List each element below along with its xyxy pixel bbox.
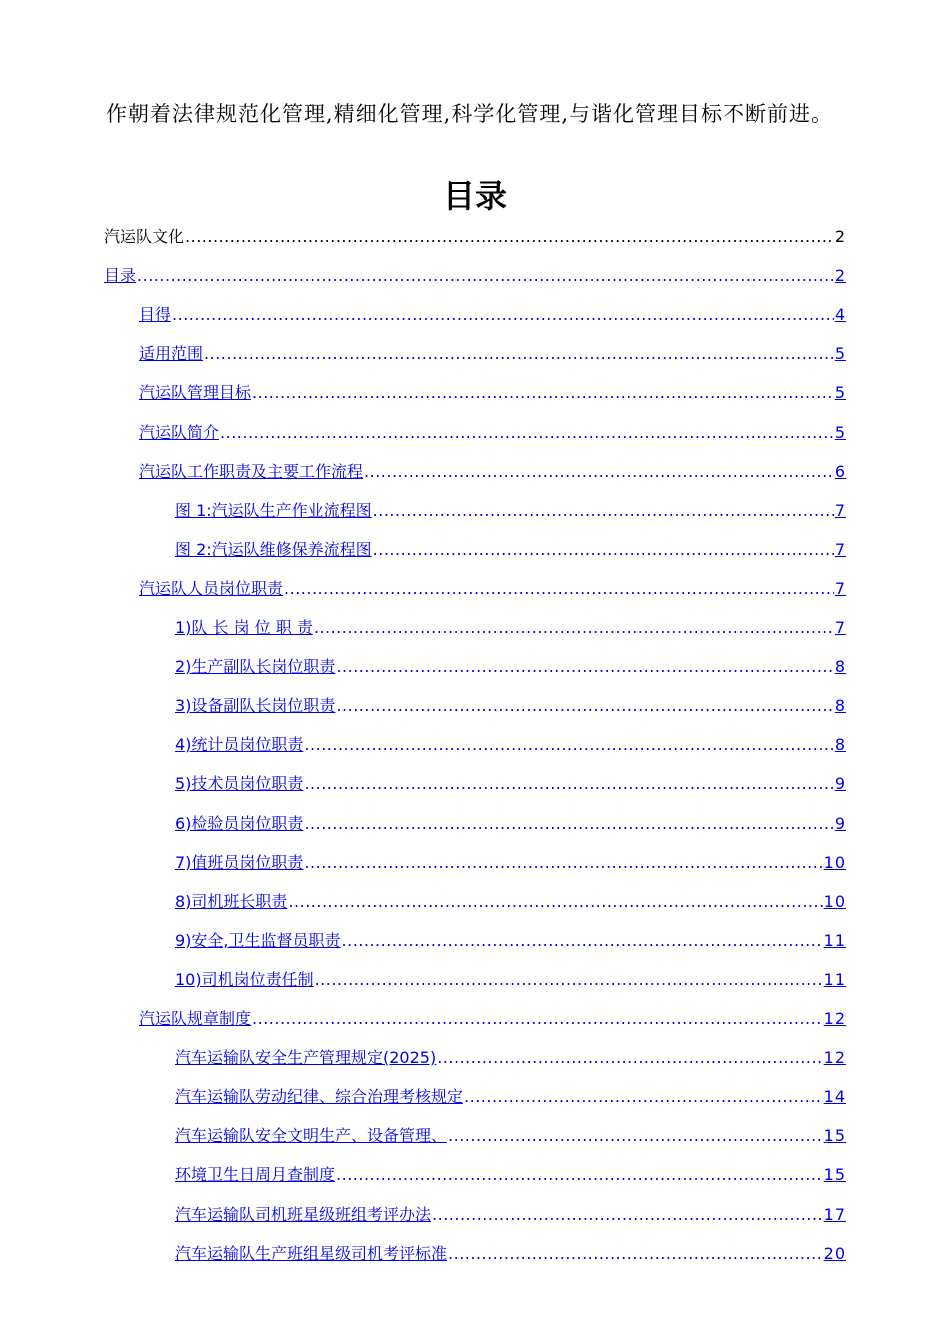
toc-entry-label: 3)设备副队长岗位职责 bbox=[175, 696, 336, 716]
toc-entry[interactable] bbox=[139, 286, 846, 325]
toc-leader-dots bbox=[252, 383, 834, 403]
toc-leader-dots bbox=[315, 970, 823, 990]
toc-entry[interactable] bbox=[175, 1107, 846, 1146]
toc-entry-label: 汽运队简介 bbox=[139, 422, 220, 442]
toc-entry-page-number: 7 bbox=[834, 578, 846, 598]
toc-entry[interactable] bbox=[139, 325, 846, 364]
toc-entry[interactable] bbox=[139, 560, 846, 599]
toc-entry-label: 汽运队文化 bbox=[104, 227, 185, 246]
toc-leader-dots bbox=[185, 227, 834, 247]
toc-leader-dots bbox=[448, 1244, 823, 1264]
toc-entry-label: 9)安全,卫生监督员职责 bbox=[175, 930, 341, 950]
toc-entry-label: 图 1:汽运队生产作业流程图 bbox=[175, 500, 372, 520]
toc-entry-label: 汽车运输队劳动纪律、综合治理考核规定 bbox=[175, 1087, 464, 1107]
toc-entry[interactable] bbox=[175, 951, 846, 990]
toc-entry[interactable] bbox=[175, 638, 846, 677]
toc-entry-page-number: 2 bbox=[834, 266, 846, 286]
toc-entry-page-number: 7 bbox=[834, 618, 846, 637]
toc-entry-label: 1)队 长 岗 位 职 责 bbox=[175, 618, 313, 637]
toc-entry[interactable] bbox=[104, 247, 846, 286]
toc-entry-label: 图 2:汽运队维修保养流程图 bbox=[175, 539, 372, 559]
toc-entry-page-number: 5 bbox=[834, 344, 846, 364]
toc-leader-dots bbox=[314, 618, 834, 638]
toc-entry-label: 5)技术员岗位职责 bbox=[175, 774, 304, 794]
toc-entry-label: 汽运队规章制度 bbox=[139, 1009, 252, 1028]
toc-entry-page-number: 8 bbox=[834, 657, 846, 677]
toc-entry bbox=[104, 208, 846, 247]
toc-entry[interactable] bbox=[175, 912, 846, 951]
toc-entry[interactable] bbox=[175, 1068, 846, 1107]
toc-entry[interactable] bbox=[175, 599, 846, 638]
toc-entry[interactable] bbox=[175, 795, 846, 834]
toc-entry-label: 汽车运输队安全文明生产、设备管理、 bbox=[175, 1126, 448, 1146]
toc-entry-page-number: 20 bbox=[823, 1243, 846, 1263]
toc-entry-page-number: 10 bbox=[823, 852, 846, 872]
toc-entry-page-number: 17 bbox=[823, 1204, 846, 1224]
toc-entry[interactable] bbox=[139, 364, 846, 403]
toc-entry-label: 4)统计员岗位职责 bbox=[175, 735, 304, 755]
toc-leader-dots bbox=[252, 1009, 823, 1029]
toc-leader-dots bbox=[336, 1165, 823, 1185]
toc-entry[interactable] bbox=[175, 482, 846, 521]
toc-entry-label: 汽运队人员岗位职责 bbox=[139, 578, 284, 598]
toc-entry-label: 汽车运输队生产班组星级司机考评标准 bbox=[175, 1243, 448, 1263]
toc-leader-dots bbox=[172, 305, 834, 325]
toc-entry-page-number: 14 bbox=[823, 1087, 846, 1107]
toc-entry-page-number: 8 bbox=[834, 696, 846, 716]
toc-entry[interactable] bbox=[175, 834, 846, 873]
toc-entry-page-number: 12 bbox=[823, 1009, 846, 1028]
toc-entry[interactable] bbox=[139, 443, 846, 482]
toc-leader-dots bbox=[204, 344, 834, 364]
toc-entry-label: 目录 bbox=[104, 266, 137, 286]
toc-entry-page-number: 11 bbox=[823, 930, 846, 950]
toc-leader-dots bbox=[336, 696, 833, 716]
toc-leader-dots bbox=[137, 266, 834, 286]
toc-entry[interactable] bbox=[139, 990, 846, 1029]
toc-entry-page-number: 2 bbox=[834, 227, 846, 246]
toc-entry-page-number: 9 bbox=[834, 813, 846, 833]
toc-entry-page-number: 7 bbox=[834, 500, 846, 520]
toc-leader-dots bbox=[342, 931, 823, 951]
toc-entry-label: 8)司机班长职责 bbox=[175, 891, 288, 911]
toc-entry-label: 汽车运输队司机班星级班组考评办法 bbox=[175, 1204, 432, 1224]
toc-leader-dots bbox=[304, 735, 833, 755]
toc-entry-label: 目得 bbox=[139, 305, 172, 325]
toc-leader-dots bbox=[220, 423, 834, 443]
toc-entry[interactable] bbox=[175, 1225, 846, 1264]
toc-leader-dots bbox=[364, 462, 834, 482]
toc-leader-dots bbox=[284, 579, 834, 599]
toc-title: 目录 bbox=[442, 177, 507, 215]
toc-entry-label: 汽车运输队安全生产管理规定(2025) bbox=[175, 1048, 437, 1068]
toc-entry-page-number: 12 bbox=[823, 1048, 846, 1068]
toc-entry-page-number: 11 bbox=[823, 969, 846, 989]
toc-entry[interactable] bbox=[175, 1029, 846, 1068]
toc-leader-dots bbox=[448, 1126, 823, 1146]
intro-paragraph: 作朝着法律规范化管理,精细化管理,科学化管理,与谐化管理目标不断前进。 bbox=[106, 102, 834, 126]
toc-entry[interactable] bbox=[175, 521, 846, 560]
toc-entry-page-number: 9 bbox=[834, 774, 846, 794]
toc-entry-page-number: 8 bbox=[834, 735, 846, 755]
toc-leader-dots bbox=[304, 853, 822, 873]
toc-leader-dots bbox=[336, 657, 833, 677]
toc-entry-label: 6)检验员岗位职责 bbox=[175, 813, 304, 833]
toc-entry[interactable] bbox=[175, 1186, 846, 1225]
toc-entry[interactable] bbox=[175, 677, 846, 716]
toc-entry-label: 2)生产副队长岗位职责 bbox=[175, 657, 336, 677]
toc-entry-label: 汽运队工作职责及主要工作流程 bbox=[139, 461, 364, 481]
toc-leader-dots bbox=[373, 540, 834, 560]
toc-leader-dots bbox=[373, 501, 834, 521]
toc-entry[interactable] bbox=[175, 716, 846, 755]
toc-entry-page-number: 5 bbox=[834, 383, 846, 403]
toc-leader-dots bbox=[464, 1087, 823, 1107]
toc-entry-label: 10)司机岗位责任制 bbox=[175, 969, 314, 989]
toc-entry-page-number: 4 bbox=[834, 305, 846, 325]
toc-entry-page-number: 15 bbox=[823, 1126, 846, 1146]
toc-entry[interactable] bbox=[175, 873, 846, 912]
toc-entry[interactable] bbox=[139, 404, 846, 443]
toc-entry-page-number: 5 bbox=[834, 422, 846, 442]
toc-entry[interactable] bbox=[175, 1146, 846, 1185]
toc-entry[interactable] bbox=[175, 755, 846, 794]
toc-entry-page-number: 15 bbox=[823, 1165, 846, 1185]
toc-leader-dots bbox=[432, 1205, 823, 1225]
toc-leader-dots bbox=[288, 892, 822, 912]
toc-leader-dots bbox=[437, 1048, 822, 1068]
toc-entry-page-number: 7 bbox=[834, 539, 846, 559]
toc-entry-label: 环境卫生日周月查制度 bbox=[175, 1165, 336, 1185]
toc-entry-page-number: 10 bbox=[823, 891, 846, 911]
toc-leader-dots bbox=[304, 814, 833, 834]
toc-entry-label: 7)值班员岗位职责 bbox=[175, 852, 304, 872]
toc-entry-page-number: 6 bbox=[834, 461, 846, 481]
toc-entry-label: 适用范围 bbox=[139, 344, 204, 364]
toc-leader-dots bbox=[304, 774, 833, 794]
toc-entry-label: 汽运队管理目标 bbox=[139, 383, 252, 403]
